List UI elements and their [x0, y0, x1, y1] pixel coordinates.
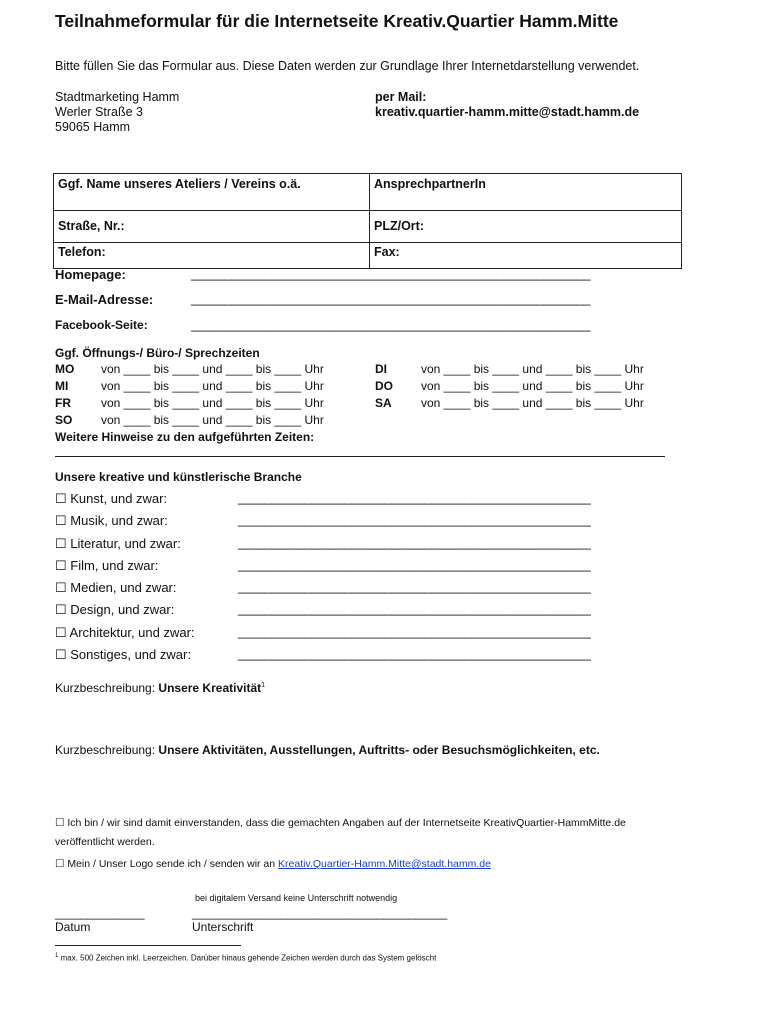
plz-field[interactable]: PLZ/Ort:	[370, 211, 682, 243]
signature-note: bei digitalem Versand keine Unterschrift notwendig	[195, 893, 398, 903]
footnote-divider	[55, 945, 241, 946]
hours-input[interactable]: von ____ bis ____ und ____ bis ____ Uhr	[421, 379, 644, 393]
hours-notes-input[interactable]	[55, 456, 665, 457]
homepage-label: Homepage:	[55, 267, 126, 282]
branche-input[interactable]: _____________________________________________________	[238, 491, 591, 505]
hours-notes-label: Weitere Hinweise zu den aufgeführten Zeiten:	[55, 430, 315, 444]
day-label: FR	[55, 396, 71, 410]
day-label: MI	[55, 379, 69, 393]
facebook-input[interactable]: ____________________________________________________________	[191, 318, 591, 332]
date-input[interactable]: ______________	[55, 906, 145, 920]
day-label: SO	[55, 413, 73, 427]
branche-input[interactable]: _____________________________________________________	[238, 580, 591, 594]
consent-checkbox[interactable]: ☐ Ich bin / wir sind damit einverstanden, dass die gemachten Angaben auf der Internetseite KreativQuartier-HammMitte.de	[55, 817, 626, 829]
branche-item-sonstiges[interactable]: ☐ Sonstiges, und zwar:	[55, 647, 191, 662]
kurzbeschreibung-aktivitaeten	[55, 743, 600, 757]
postal-address	[55, 90, 179, 135]
address-line: 59065 Hamm	[55, 120, 131, 134]
kurz-prefix: Kurzbeschreibung:	[55, 681, 156, 695]
footnote	[55, 953, 436, 963]
contact-table	[53, 173, 682, 269]
branche-input[interactable]: _____________________________________________________	[238, 647, 591, 661]
street-field[interactable]: Straße, Nr.:	[54, 211, 370, 243]
branche-item-design[interactable]: ☐ Design, und zwar:	[55, 602, 175, 617]
branche-heading: Unsere kreative und künstlerische Branche	[55, 470, 302, 484]
page-title: Teilnahmeformular für die Internetseite Kreativ.Quartier Hamm.Mitte	[55, 11, 619, 31]
kurz-title: Unsere Aktivitäten, Ausstellungen, Auftritts- oder Besuchsmöglichkeiten, etc.	[158, 743, 600, 757]
homepage-input[interactable]: ____________________________________________________________	[191, 267, 591, 281]
hours-row-do[interactable]	[375, 379, 644, 393]
hours-row-di[interactable]	[375, 362, 644, 376]
email-input[interactable]: ____________________________________________________________	[191, 292, 591, 306]
signature-label: Unterschrift	[192, 920, 254, 934]
fax-field[interactable]: Fax:	[370, 243, 682, 269]
email-label: E-Mail-Adresse:	[55, 292, 154, 307]
hours-input[interactable]: von ____ bis ____ und ____ bis ____ Uhr	[101, 396, 324, 410]
branche-item-musik[interactable]: ☐ Musik, und zwar:	[55, 513, 168, 528]
day-label: SA	[375, 396, 392, 410]
branche-input[interactable]: _____________________________________________________	[238, 625, 591, 639]
hours-row-sa[interactable]	[375, 396, 644, 410]
address-line: Werler Straße 3	[55, 105, 143, 119]
hours-heading: Ggf. Öffnungs-/ Büro-/ Sprechzeiten	[55, 346, 260, 360]
branche-input[interactable]: _____________________________________________________	[238, 536, 591, 550]
footnote-text: max. 500 Zeichen inkl. Leerzeichen. Darüber hinaus gehende Zeichen werden durch das System gelöscht	[60, 953, 437, 963]
branche-input[interactable]: _____________________________________________________	[238, 602, 591, 616]
branche-item-literatur[interactable]: ☐ Literatur, und zwar:	[55, 536, 181, 551]
mail-block	[375, 90, 639, 120]
day-label: DI	[375, 362, 387, 376]
kurz-prefix: Kurzbeschreibung:	[55, 743, 156, 757]
date-label: Datum	[55, 920, 91, 934]
hours-input[interactable]: von ____ bis ____ und ____ bis ____ Uhr	[101, 362, 324, 376]
atelier-name-field[interactable]: Ggf. Name unseres Ateliers / Vereins o.ä.	[54, 174, 370, 211]
hours-row-so[interactable]	[55, 413, 324, 427]
signature-input[interactable]: ________________________________________	[192, 906, 447, 920]
consent-text: veröffentlicht werden.	[55, 836, 155, 848]
branche-item-architektur[interactable]: ☐ Architektur, und zwar:	[55, 625, 195, 640]
branche-input[interactable]: _____________________________________________________	[238, 513, 591, 527]
hours-input[interactable]: von ____ bis ____ und ____ bis ____ Uhr	[421, 362, 644, 376]
branche-input[interactable]: _____________________________________________________	[238, 558, 591, 572]
kurz-title: Unsere Kreativität	[158, 681, 262, 695]
hours-input[interactable]: von ____ bis ____ und ____ bis ____ Uhr	[101, 413, 324, 427]
logo-text: ☐ Mein / Unser Logo sende ich / senden wir an	[55, 858, 276, 870]
day-label: DO	[375, 379, 393, 393]
logo-email-link[interactable]: Kreativ.Quartier-Hamm.Mitte@stadt.hamm.de	[278, 858, 491, 870]
hours-input[interactable]: von ____ bis ____ und ____ bis ____ Uhr	[101, 379, 324, 393]
day-label: MO	[55, 362, 75, 376]
hours-input[interactable]: von ____ bis ____ und ____ bis ____ Uhr	[421, 396, 644, 410]
facebook-label: Facebook-Seite:	[55, 318, 148, 332]
footnote-number: 1	[55, 953, 59, 959]
phone-field[interactable]: Telefon:	[54, 243, 370, 269]
mail-address: kreativ.quartier-hamm.mitte@stadt.hamm.de	[375, 105, 640, 119]
branche-item-kunst[interactable]: ☐ Kunst, und zwar:	[55, 491, 168, 506]
branche-item-medien[interactable]: ☐ Medien, und zwar:	[55, 580, 177, 595]
logo-checkbox[interactable]	[55, 858, 491, 870]
contact-person-field[interactable]: AnsprechpartnerIn	[370, 174, 682, 211]
footnote-ref: 1	[261, 682, 266, 689]
intro-text: Bitte füllen Sie das Formular aus. Diese Daten werden zur Grundlage Ihrer Internetdarstellung verwendet.	[55, 59, 640, 73]
hours-row-fr[interactable]	[55, 396, 324, 410]
hours-row-mo[interactable]	[55, 362, 324, 376]
hours-row-mi[interactable]	[55, 379, 324, 393]
address-line: Stadtmarketing Hamm	[55, 90, 180, 104]
branche-item-film[interactable]: ☐ Film, und zwar:	[55, 558, 159, 573]
mail-label: per Mail:	[375, 90, 427, 104]
kurzbeschreibung-kreativitaet	[55, 681, 265, 695]
